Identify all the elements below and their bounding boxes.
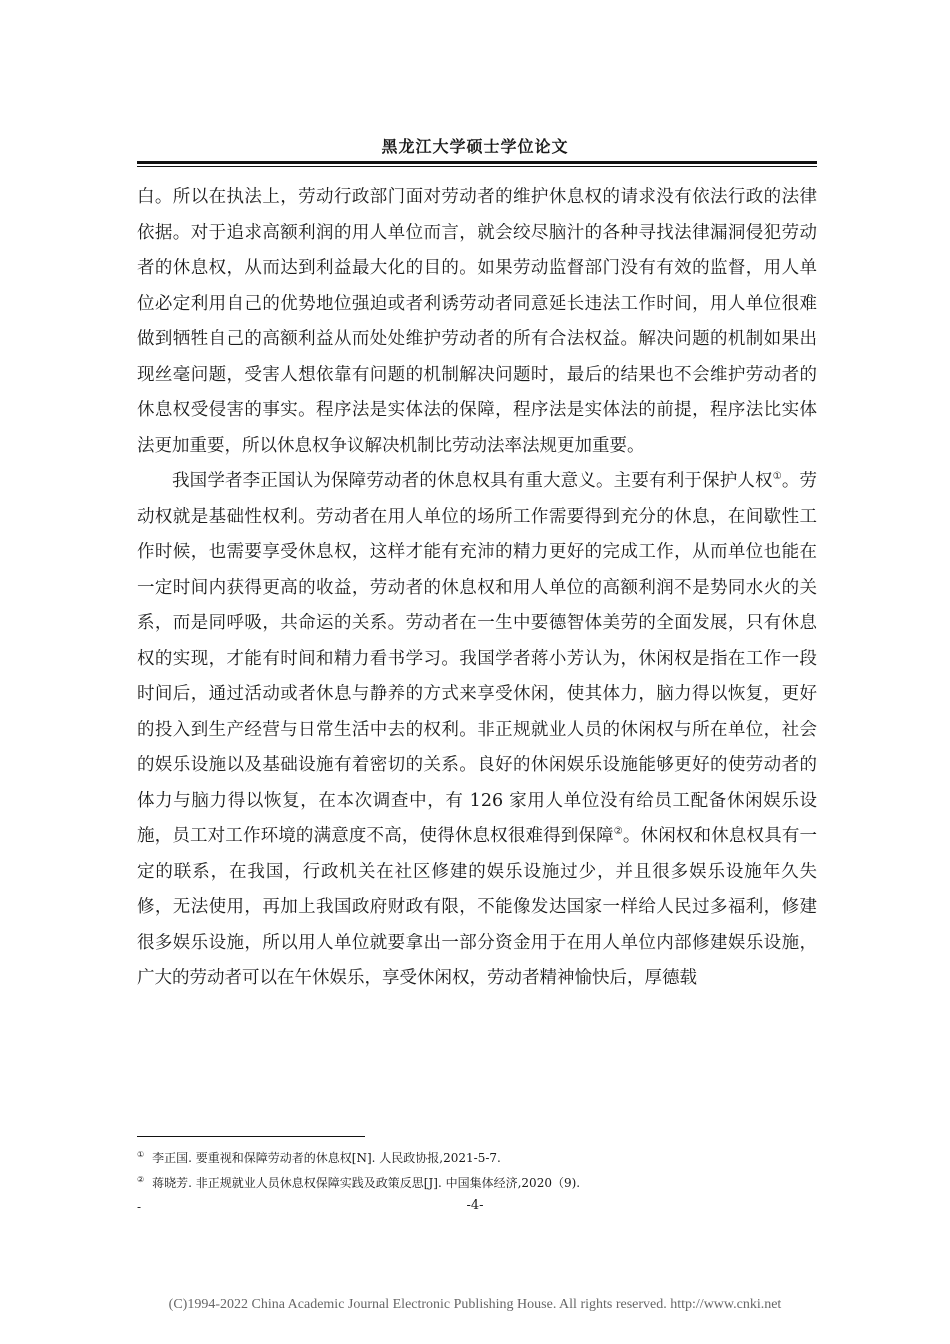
footnote-2-text: 蒋晓芳. 非正规就业人员休息权保障实践及政策反思[J]. 中国集体经济,2020（9). (152, 1176, 581, 1190)
paragraph-1: 白。所以在执法上，劳动行政部门面对劳动者的维护休息权的请求没有依法行政的法律依据。对于追求高额利润的用人单位而言，就会绞尽脑汁的各种寻找法律漏洞侵犯劳动者的休息权，从而达到利益最大化的目的。如果劳动监督部门没有有效的监督，用人单位必定利用自己的优势地位强迫或者利诱劳动者同意延长违法工作时间，用人单位很难做到牺牲自己的高额利益从而处处维护劳动者的所有合法权益。解决问题的机制如果出现丝毫问题，受害人想依靠有问题的机制解决问题时，最后的结果也不会维护劳动者的休息权受侵害的事实。程序法是实体法的保障，程序法是实体法的前提，程序法比实体法更加重要，所以休息权争议解决机制比劳动法率法规更加重要。 (137, 187, 817, 456)
page-number: -4- (466, 1198, 484, 1213)
paragraph-2-part-b: 。劳动权就是基础性权利。劳动者在用人单位的场所工作需要得到充分的休息，在间歇性工作时候，也需要享受休息权，这样才能有充沛的精力更好的完成工作，从而单位也能在一定时间内获得更高的收益，劳动者的休息权和用人单位的高额利润不是势同水火的关系，而是同呼吸，共命运的关系。劳动者在一生中要德智体美劳的全面发展，只有休息权的实现，才能有时间和精力看书学习。我国学者蒋小芳认为，休闲权是指在工作一段时间后，通过活动或者休息与静养的方式来享受休闲，使其体力，脑力得以恢复，更好的投入到生产经营与日常生活中去的权利。非正规就业人员的休闲权与所在单位，社会的娱乐设施以及基础设施有着密切的关系。良好的休闲娱乐设施能够更好的使劳动者的体力与脑力得以恢复，在本次调查中，有 126 家用人单位没有给员工配备休闲娱乐设施，员工对工作环境的满意度不高，使得休息权很难得到保障 (137, 471, 818, 846)
footer-dash: - (137, 1200, 142, 1214)
footnotes (137, 1144, 817, 1194)
footnote-2 (137, 1169, 817, 1194)
footnote-1 (137, 1144, 817, 1169)
page-header-title: 黑龙江大学硕士学位论文 (381, 137, 569, 156)
paragraph-2 (137, 464, 817, 997)
body-text (137, 180, 817, 997)
paragraph-2-part-c: 。休闲权和休息权具有一定的联系，在我国，行政机关在社区修建的娱乐设施过少，并且很多娱乐设施年久失修，无法使用，再加上我国政府财政有限，不能像发达国家一样给人民过多福利，修建很多娱乐设施，所以用人单位就要拿出一部分资金用于在用人单位内部修建娱乐设施，广大的劳动者可以在午休娱乐，享受休闲权，劳动者精神愉快后，厚德载 (137, 826, 818, 988)
header-rule-thick (137, 161, 817, 164)
paragraph-2-part-a: 我国学者李正国认为保障劳动者的休息权具有重大意义。主要有利于保护人权 (172, 471, 773, 491)
footnote-1-mark: ① (137, 1150, 145, 1159)
header-rule-thin (137, 166, 817, 167)
footnote-ref-2[interactable]: ② (613, 826, 623, 838)
footnote-separator (137, 1136, 365, 1137)
footnote-2-mark: ② (137, 1175, 145, 1184)
footnote-1-text: 李正国. 要重视和保障劳动者的休息权[N]. 人民政协报,2021-5-7. (152, 1151, 501, 1165)
footnote-ref-1[interactable]: ① (772, 471, 782, 483)
copyright-line: (C)1994-2022 China Academic Journal Electronic Publishing House. All rights reserved. http://www.cnki.net (168, 1297, 782, 1312)
